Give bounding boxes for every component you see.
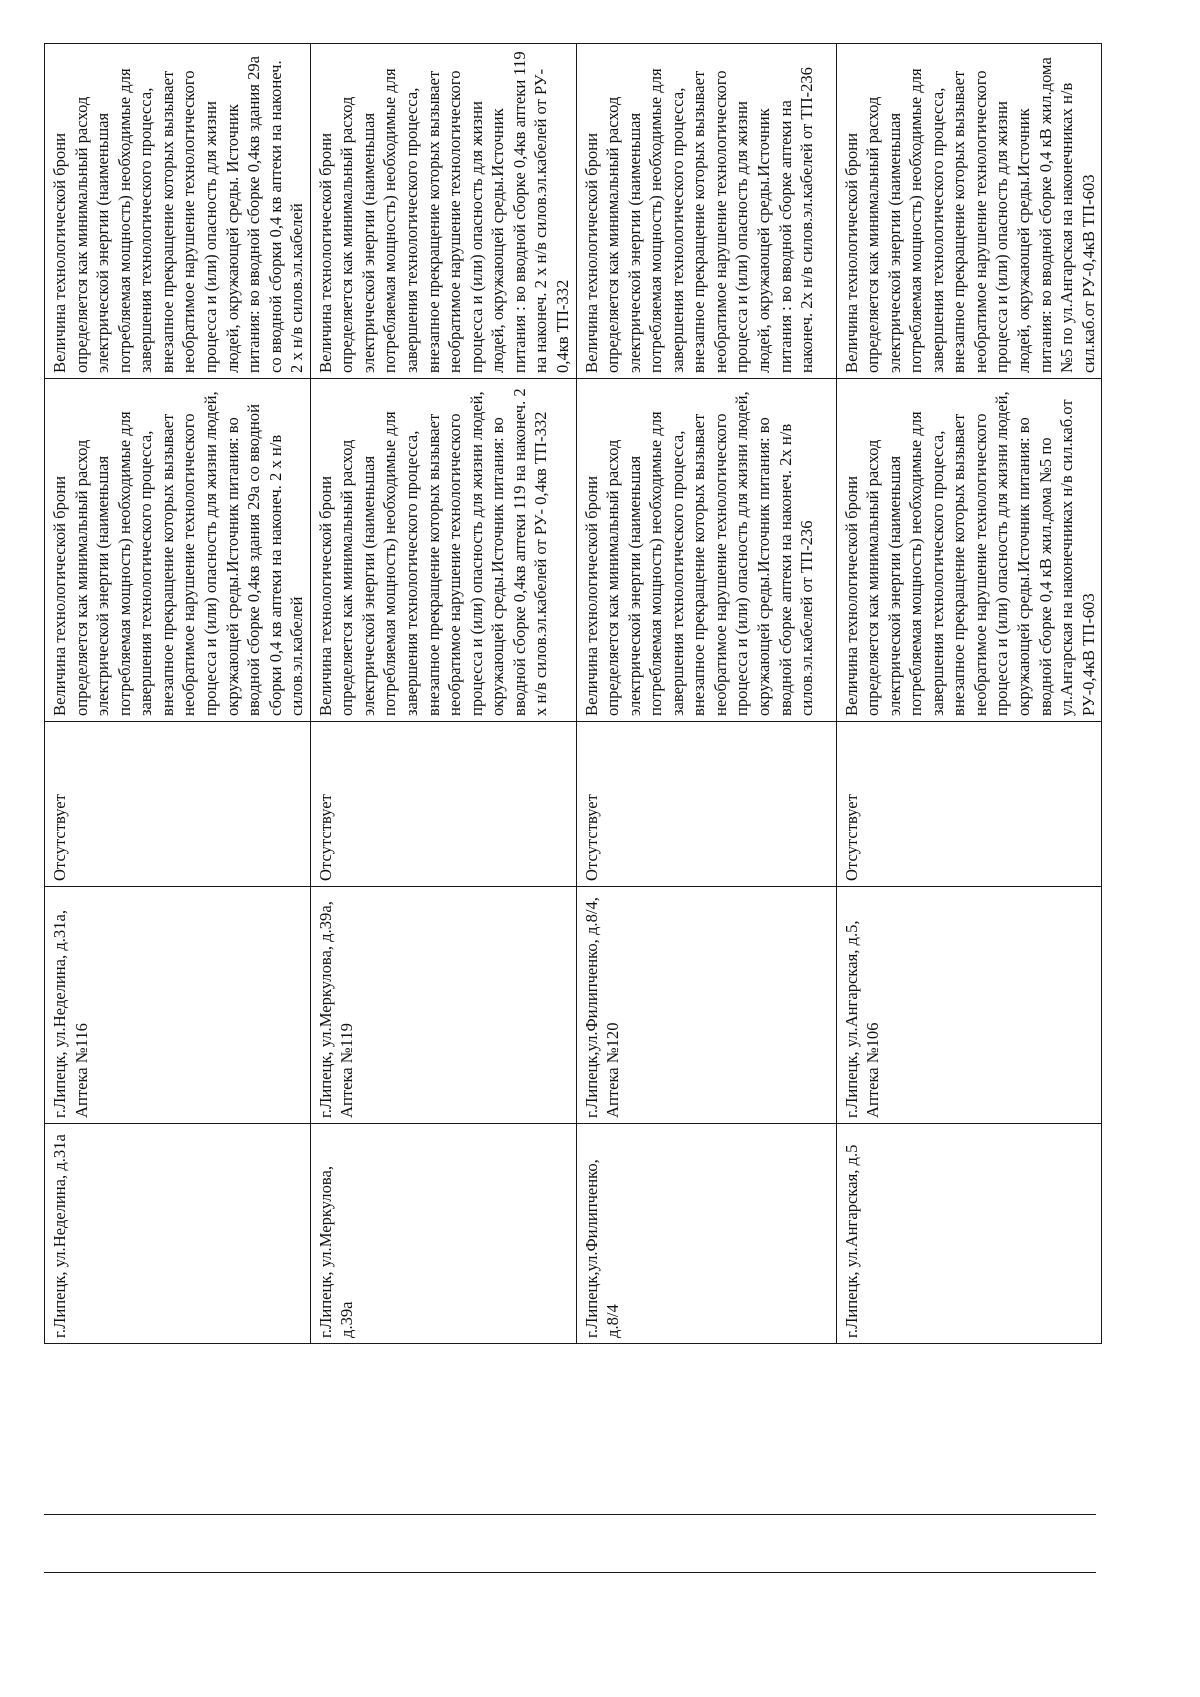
table-row xyxy=(836,44,1102,1344)
absent-cell: Отсутствует xyxy=(310,722,576,887)
page-rule-top xyxy=(44,1514,1096,1515)
tech-reserve-cell: Величина технологической брони определяется как минимальный расход электрической энергии (наименьшая потребляемая мощность) необходимые для завершения технологического процесса, внезапное прекращение которых вызывает необратимое нарушение технологического процесса и (или) опасность для жизни людей, окружающей среды.Источник питания: во вводной сборке 0,4 кВ жил.дома №5 по ул.Ангарская на наконечниках н/в сил.каб.от РУ-0,4кВ ТП-603 xyxy=(836,379,1102,722)
page-rule-bottom xyxy=(44,1572,1096,1573)
rotated-table-container xyxy=(44,44,1098,1344)
address-cell: г.Липецк, ул.Неделина, д.31а xyxy=(45,1124,311,1344)
address-cell: г.Липецк, ул.Ангарская, д.5 xyxy=(836,1124,1102,1344)
object-name-cell: г.Липецк, ул.Неделина, д.31а, Аптека №116 xyxy=(45,887,311,1124)
absent-cell: Отсутствует xyxy=(836,722,1102,887)
object-name-cell: г.Липецк,ул.Филипченко, д.8/4, Аптека №120 xyxy=(576,887,836,1124)
tech-reserve-cell: Величина технологической брони определяется как минимальный расход электрической энергии (наименьшая потребляемая мощность) необходимые для завершения технологического процесса, внезапное прекращение которых вызывает необратимое нарушение технологического процесса и (или) опасность для жизни людей, окружающей среды.Источник питания: во вводной сборке 0,4кв здания 29а со вводной сборки 0,4 кв аптеки на наконеч. 2 х н/в силов.эл.кабелей xyxy=(45,379,311,722)
address-cell: г.Липецк,ул.Филипченко, д.8/4 xyxy=(576,1124,836,1344)
tech-reserve-cell: Величина технологической брони определяется как минимальный расход электрической энергии (наименьшая потребляемая мощность) необходимые для завершения технологического процесса, внезапное прекращение которых вызывает необратимое нарушение технологического процесса и (или) опасность для жизни людей, окружающей среды.Источник питания: во вводной сборке 0,4кв аптеки 119 на наконеч. 2 х н/в силов.эл.кабелей от РУ- 0,4кв ТП-332 xyxy=(310,379,576,722)
object-name-cell: г.Липецк, ул.Меркулова, д.39а, Аптека №119 xyxy=(310,887,576,1124)
object-name-cell: г.Липецк, ул.Ангарская, д.5, Аптека №106 xyxy=(836,887,1102,1124)
tech-reserve-cell: Величина технологической брони определяется как минимальный расход электрической энергии (наименьшая потребляемая мощность) необходимые для завершения технологического процесса, внезапное прекращение которых вызывает необратимое нарушение технологического процесса и (или) опасность для жизни людей, окружающей среды.Источник питания: во вводной сборке аптеки на наконеч. 2х н/в силов.эл.кабелей от ТП-236 xyxy=(576,379,836,722)
table-row xyxy=(576,44,836,1344)
reserve-table xyxy=(44,43,1102,1344)
emergency-reserve-cell: Величина технологической брони определяется как минимальный расход электрической энергии (наименьшая потребляемая мощность) необходимые для завершения технологического процесса, внезапное прекращение которых вызывает необратимое нарушение технологического процесса и (или) опасность для жизни людей, окружающей среды.Источник питания : во вводной сборке 0,4кв аптеки 119 на наконеч. 2 х н/в силов.эл.кабелей от РУ- 0,4кв ТП-332 xyxy=(310,44,576,379)
emergency-reserve-cell: Величина технологической брони определяется как минимальный расход электрической энергии (наименьшая потребляемая мощность) необходимые для завершения технологического процесса, внезапное прекращение которых вызывает необратимое нарушение технологического процесса и (или) опасность для жизни людей, окружающей среды.Источник питания: во вводной сборке 0,4 кВ жил.дома №5 по ул.Ангарская на наконечниках н/в сил.каб.от РУ-0,4кВ ТП-603 xyxy=(836,44,1102,379)
address-cell: г.Липецк, ул.Меркулова, д.39а xyxy=(310,1124,576,1344)
absent-cell: Отсутствует xyxy=(576,722,836,887)
emergency-reserve-cell: Величина технологической брони определяется как минимальный расход электрической энергии (наименьшая потребляемая мощность) необходимые для завершения технологического процесса, внезапное прекращение которых вызывает необратимое нарушение технологического процесса и (или) опасность для жизни людей, окружающей среды. Источник питания: во вводной сборке 0,4кв здания 29а со вводной сборки 0,4 кв аптеки на наконеч. 2 х н/в силов.эл.кабелей xyxy=(45,44,311,379)
table-row xyxy=(310,44,576,1344)
absent-cell: Отсутствует xyxy=(45,722,311,887)
table-row xyxy=(45,44,311,1344)
emergency-reserve-cell: Величина технологической брони определяется как минимальный расход электрической энергии (наименьшая потребляемая мощность) необходимые для завершения технологического процесса, внезапное прекращение которых вызывает необратимое нарушение технологического процесса и (или) опасность для жизни людей, окружающей среды.Источник питания : во вводной сборке аптеки на наконеч. 2х н/в силов.эл.кабелей от ТП-236 xyxy=(576,44,836,379)
